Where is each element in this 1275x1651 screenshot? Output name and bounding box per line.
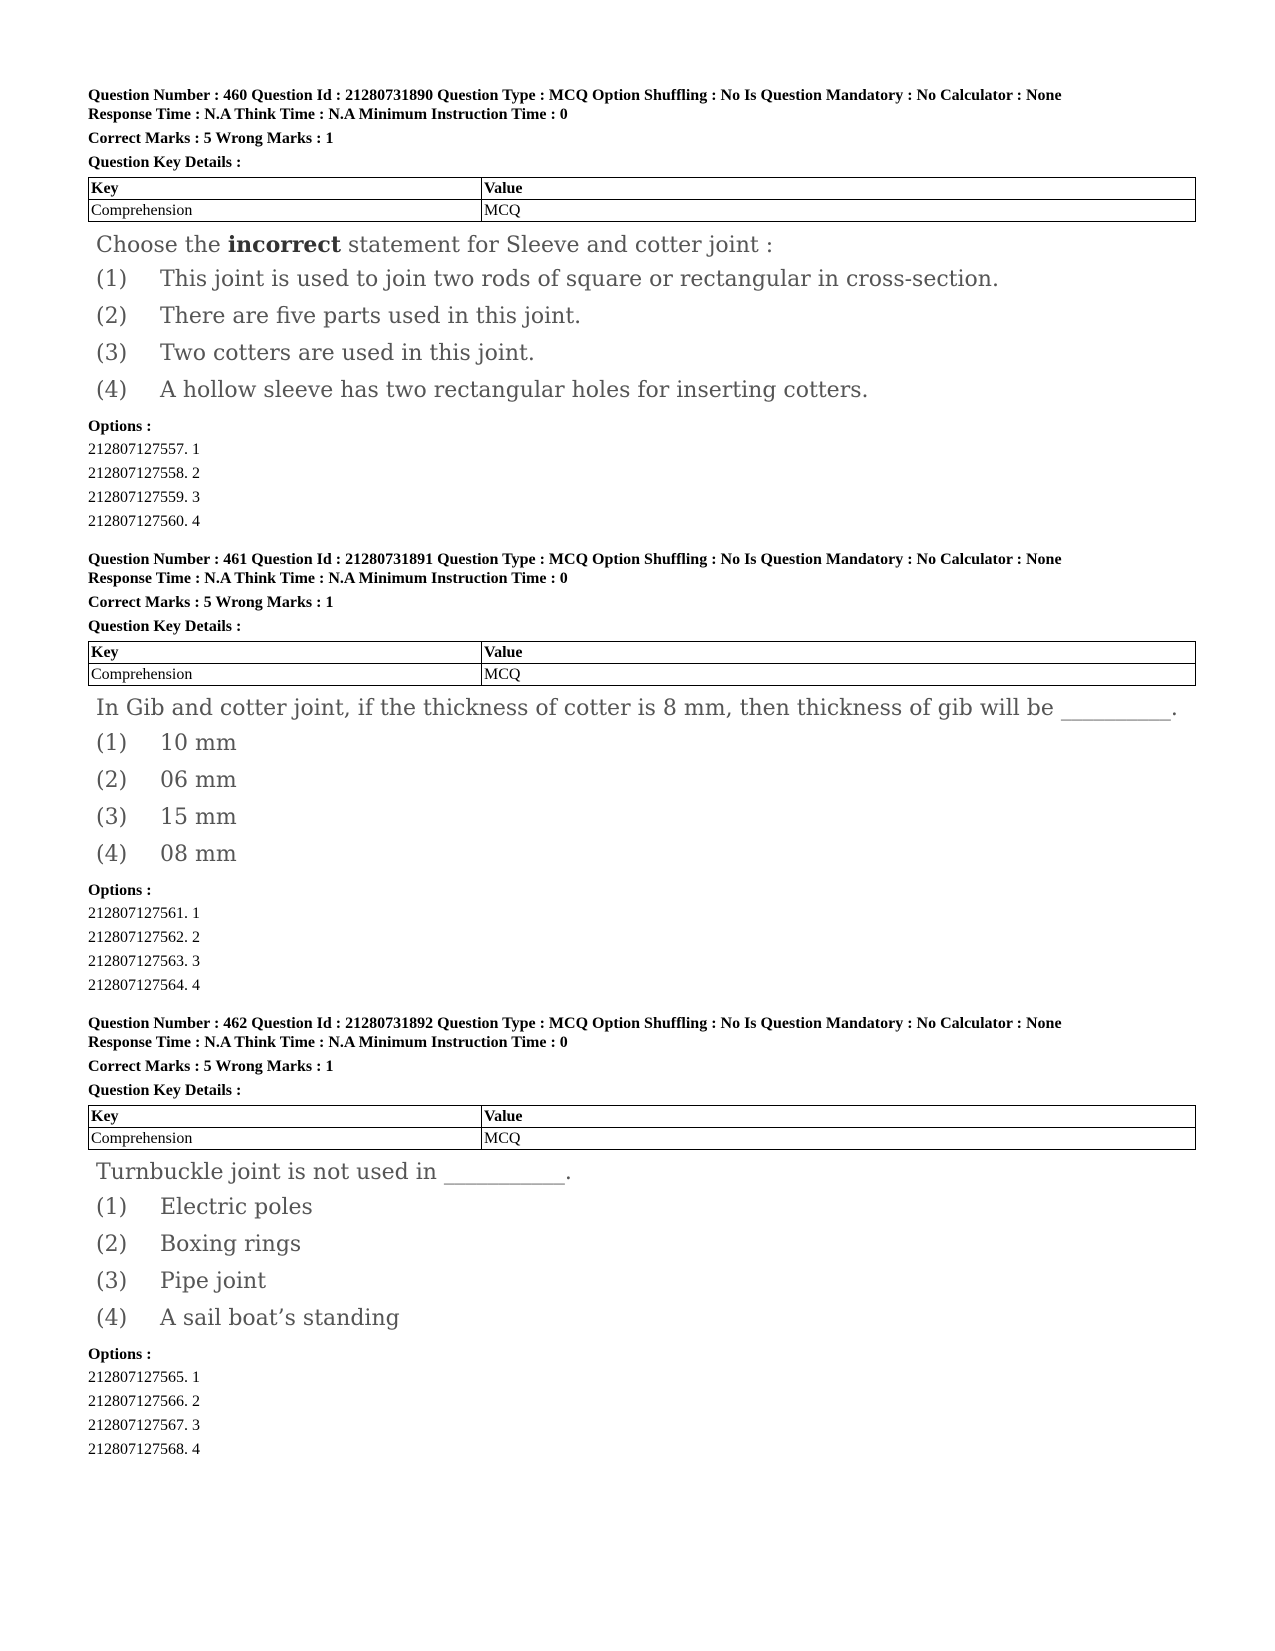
table-header-row <box>89 178 1196 200</box>
choice-item <box>96 299 1196 336</box>
choice-item <box>96 1190 1196 1227</box>
choice-number: (3) <box>96 341 128 366</box>
key-details-table <box>88 177 1196 222</box>
marks-line: Correct Marks : 5 Wrong Marks : 1 <box>88 130 334 147</box>
question-image <box>96 1156 1196 1338</box>
question-meta-line: Question Number : 462 Question Id : 21280731892 Question Type : MCQ Option Shuffling : No Is Question Mandatory : No Calculator : None <box>88 1015 1062 1032</box>
table-header-row <box>89 1106 1196 1128</box>
question-timing-line: Response Time : N.A Think Time : N.A Minimum Instruction Time : 0 <box>88 1034 568 1051</box>
key-header-cell: Key <box>89 642 482 664</box>
option-id-line: 212807127561. 1 <box>88 905 200 922</box>
question-stem <box>96 228 1196 262</box>
value-header-cell: Value <box>482 178 1196 200</box>
key-details-label: Question Key Details : <box>88 154 242 171</box>
choice-number: (3) <box>96 1269 128 1294</box>
marks-line: Correct Marks : 5 Wrong Marks : 1 <box>88 594 334 611</box>
stem-text: Choose the <box>96 233 228 258</box>
question-timing-line: Response Time : N.A Think Time : N.A Minimum Instruction Time : 0 <box>88 106 568 123</box>
option-id-line: 212807127558. 2 <box>88 465 200 482</box>
option-id-line: 212807127566. 2 <box>88 1393 200 1410</box>
choice-number: (4) <box>96 842 128 867</box>
choice-text: A sail boat’s standing <box>160 1306 400 1331</box>
choice-item <box>96 1301 1196 1338</box>
choice-text: 08 mm <box>160 842 237 867</box>
option-id-line: 212807127567. 3 <box>88 1417 200 1434</box>
question-stem <box>96 1156 1196 1190</box>
option-id-line: 212807127562. 2 <box>88 929 200 946</box>
value-header-cell: Value <box>482 642 1196 664</box>
stem-text: Turnbuckle joint is not used in ___________. <box>96 1160 572 1185</box>
key-header-cell: Key <box>89 1106 482 1128</box>
choice-item <box>96 726 1196 763</box>
choice-number: (4) <box>96 1306 128 1331</box>
options-label: Options : <box>88 418 152 435</box>
choice-text: Electric poles <box>160 1195 313 1220</box>
marks-line: Correct Marks : 5 Wrong Marks : 1 <box>88 1058 334 1075</box>
choice-text: Two cotters are used in this joint. <box>160 341 535 366</box>
option-id-line: 212807127565. 1 <box>88 1369 200 1386</box>
stem-text-end: statement for Sleeve and cotter joint : <box>341 233 774 258</box>
question-image <box>96 692 1196 874</box>
stem-text: In Gib and cotter joint, if the thickness of cotter is 8 mm, then thickness of gib will be __________. <box>96 696 1178 721</box>
option-id-line: 212807127568. 4 <box>88 1441 200 1458</box>
choice-text: Boxing rings <box>160 1232 302 1257</box>
table-row <box>89 200 1196 222</box>
choice-item <box>96 336 1196 373</box>
option-id-line: 212807127560. 4 <box>88 513 200 530</box>
choice-item <box>96 262 1196 299</box>
choice-item <box>96 1227 1196 1264</box>
key-cell: Comprehension <box>89 200 482 222</box>
question-meta-line: Question Number : 460 Question Id : 21280731890 Question Type : MCQ Option Shuffling : No Is Question Mandatory : No Calculator : None <box>88 87 1062 104</box>
choice-text: There are five parts used in this joint. <box>160 304 582 329</box>
key-details-label: Question Key Details : <box>88 1082 242 1099</box>
choice-number: (1) <box>96 731 128 756</box>
choice-number: (2) <box>96 768 128 793</box>
table-header-row <box>89 642 1196 664</box>
question-stem <box>96 692 1196 726</box>
choice-text: Pipe joint <box>160 1269 267 1294</box>
option-id-line: 212807127563. 3 <box>88 953 200 970</box>
choice-number: (1) <box>96 267 128 292</box>
choice-number: (2) <box>96 304 128 329</box>
question-image <box>96 228 1196 410</box>
choice-number: (2) <box>96 1232 128 1257</box>
key-cell: Comprehension <box>89 664 482 686</box>
key-cell: Comprehension <box>89 1128 482 1150</box>
question-block-461 <box>88 550 1196 998</box>
key-details-table <box>88 1105 1196 1150</box>
choice-text: A hollow sleeve has two rectangular holes for inserting cotters. <box>160 378 869 403</box>
choice-item <box>96 800 1196 837</box>
key-header-cell: Key <box>89 178 482 200</box>
choice-item <box>96 837 1196 874</box>
table-row <box>89 664 1196 686</box>
question-block-462 <box>88 1014 1196 1462</box>
choice-item <box>96 1264 1196 1301</box>
option-id-line: 212807127557. 1 <box>88 441 200 458</box>
choice-item <box>96 373 1196 410</box>
choice-number: (4) <box>96 378 128 403</box>
choice-number: (3) <box>96 805 128 830</box>
value-cell: MCQ <box>482 664 1196 686</box>
key-details-table <box>88 641 1196 686</box>
value-cell: MCQ <box>482 200 1196 222</box>
options-label: Options : <box>88 882 152 899</box>
question-meta-line: Question Number : 461 Question Id : 21280731891 Question Type : MCQ Option Shuffling : No Is Question Mandatory : No Calculator : None <box>88 551 1062 568</box>
value-header-cell: Value <box>482 1106 1196 1128</box>
choice-text: 10 mm <box>160 731 237 756</box>
question-timing-line: Response Time : N.A Think Time : N.A Minimum Instruction Time : 0 <box>88 570 568 587</box>
choice-text: 06 mm <box>160 768 237 793</box>
options-label: Options : <box>88 1346 152 1363</box>
choice-text: This joint is used to join two rods of square or rectangular in cross-section. <box>160 267 999 292</box>
stem-emphasis: incorrect <box>227 232 341 258</box>
value-cell: MCQ <box>482 1128 1196 1150</box>
choice-number: (1) <box>96 1195 128 1220</box>
key-details-label: Question Key Details : <box>88 618 242 635</box>
choice-text: 15 mm <box>160 805 237 830</box>
option-id-line: 212807127559. 3 <box>88 489 200 506</box>
question-block-460 <box>88 86 1196 534</box>
choice-item <box>96 763 1196 800</box>
table-row <box>89 1128 1196 1150</box>
option-id-line: 212807127564. 4 <box>88 977 200 994</box>
